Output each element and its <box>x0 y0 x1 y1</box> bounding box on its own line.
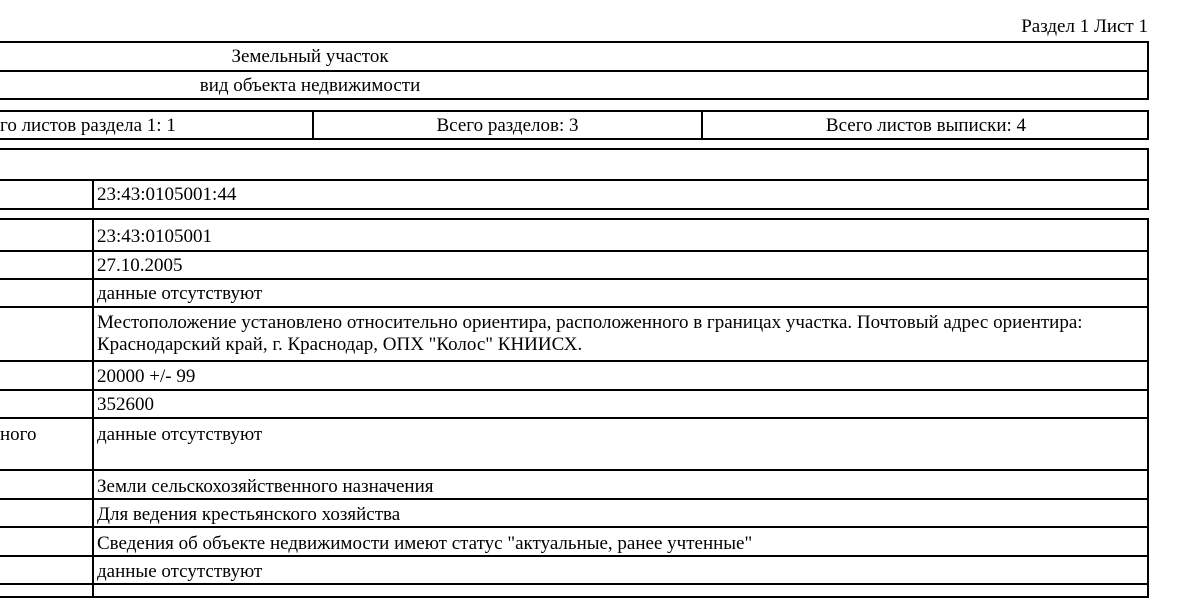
row-separator <box>0 583 1149 585</box>
section-sheet-label: Раздел 1 Лист 1 <box>1021 16 1148 37</box>
special-notes: данные отсутствуют <box>97 561 263 582</box>
row-separator <box>0 389 1149 391</box>
row-separator <box>0 555 1149 557</box>
object-type-title: Земельный участок <box>231 46 389 67</box>
row-separator <box>0 278 1149 280</box>
row-separator <box>0 417 1149 419</box>
object-type-caption: вид объекта недвижимости <box>199 75 421 96</box>
row-separator <box>0 360 1149 362</box>
attributes-column-divider <box>92 218 94 598</box>
row-separator <box>0 250 1149 252</box>
row-label: ного <box>0 424 37 445</box>
row-separator <box>0 306 1149 308</box>
cadastral-value: 352600 <box>97 394 154 415</box>
cadastral-column-divider <box>92 179 94 210</box>
area-value: 20000 +/- 99 <box>97 366 196 387</box>
related-objects: данные отсутствуют <box>97 424 263 445</box>
location-address: Местоположение установлено относительно ориентира, расположенного в границах участка. Почтовый адрес ориентира: Краснодарский край, г. Краснодар, ОПХ "Колос" КНИИСХ. <box>97 312 1083 355</box>
cadastral-divider <box>0 179 1149 181</box>
object-type-divider <box>0 70 1149 72</box>
row-separator <box>0 498 1149 500</box>
row-separator <box>0 526 1149 528</box>
object-status: Сведения об объекте недвижимости имеют статус "актуальные, ранее учтенные" <box>97 533 753 554</box>
registration-date: 27.10.2005 <box>97 255 183 276</box>
sheets-in-section-count: го листов раздела 1: 1 <box>0 115 176 136</box>
row-separator <box>0 469 1149 471</box>
land-category: Земли сельскохозяйственного назначения <box>97 476 434 497</box>
block-cadastral-quarter: 23:43:0105001 <box>97 226 213 247</box>
total-sheets-count: Всего листов выписки: 4 <box>825 115 1027 136</box>
permitted-use: Для ведения крестьянского хозяйства <box>97 504 401 525</box>
previous-number: данные отсутствуют <box>97 283 263 304</box>
total-sections-count: Всего разделов: 3 <box>436 115 579 136</box>
cadastral-number: 23:43:0105001:44 <box>97 184 237 205</box>
